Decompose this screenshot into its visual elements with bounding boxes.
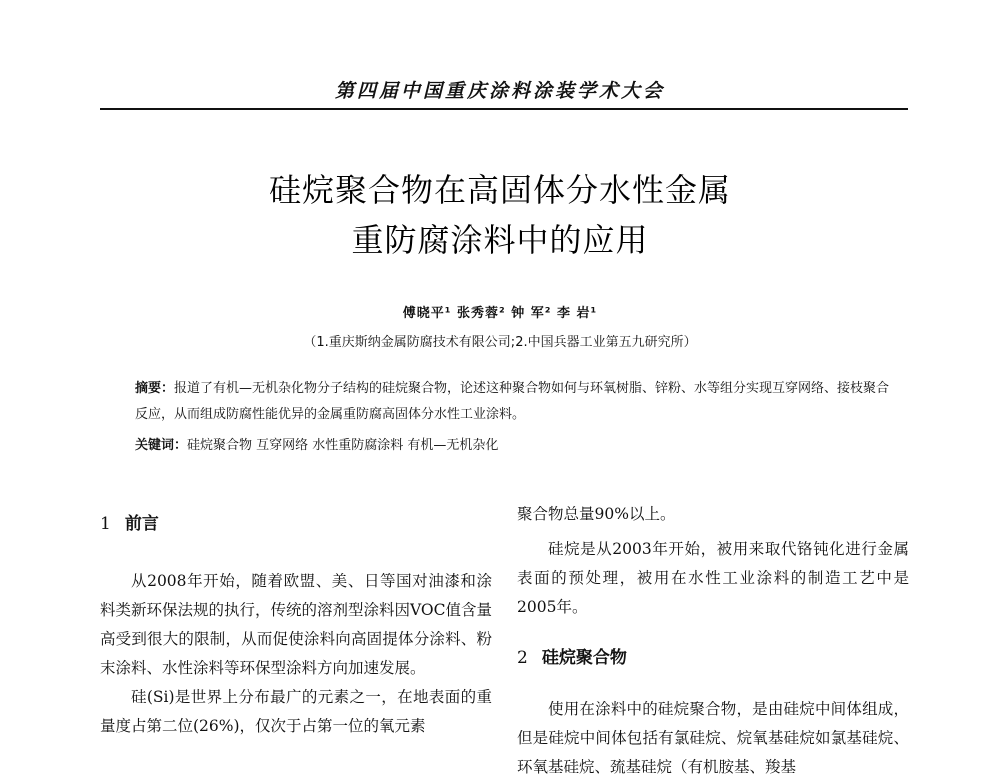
abstract-label: 摘要： (135, 381, 175, 396)
paragraph: 硅(Si)是世界上分布最广的元素之一，在地表面的重量度占第二位(26%)，仅次于占第一位的氧元素 (100, 688, 492, 735)
conference-header: 第四届中国重庆涂料涂装学术大会 (334, 80, 665, 102)
header-rule (100, 108, 908, 110)
section-number-1: 1 (100, 514, 111, 534)
paper-title-line1: 硅烷聚合物在高固体分水性金属 (268, 171, 731, 209)
abstract-text: 报道了有机—无机杂化物分子结构的硅烷聚合物，论述这种聚合物如何与环氧树脂、锌粉、水等组分实现互穿网络、接枝聚合反应，从而组成防腐性能优异的金属重防腐高固体分水性工业涂料。 (135, 381, 890, 422)
abstract (135, 376, 895, 428)
section-heading-2 (517, 644, 909, 673)
keywords (135, 434, 895, 453)
affiliations: （1.重庆斯纳金属防腐技术有限公司;2.中国兵器工业第五九研究所） (303, 335, 697, 350)
section-title-2: 硅烷聚合物 (541, 648, 627, 668)
paragraph: 使用在涂料中的硅烷聚合物，是由硅烷中间体组成，但是硅烷中间体包括有氯硅烷、烷氧基硅烷如氯基硅烷、环氧基硅烷、巯基硅烷（有机胺基、羧基 (517, 700, 909, 776)
section-number-2: 2 (517, 648, 528, 668)
left-column (100, 510, 492, 741)
paragraph: 硅烷是从2003年开始，被用来取代铬钝化进行金属表面的预处理，被用在水性工业涂料的制造工艺中是2005年。 (517, 540, 909, 616)
section-heading-1 (100, 510, 492, 539)
paragraph: 从2008年开始，随着欧盟、美、日等国对油漆和涂料类新环保法规的执行，传统的溶剂型涂料因VOC值含量高受到很大的限制，从而促使涂料向高固提体分涂料、粉末涂料、水性涂料等环保型涂料方向加速发展。 (100, 572, 492, 677)
keywords-text: 硅烷聚合物 互穿网络 水性重防腐涂料 有机—无机杂化 (187, 438, 499, 453)
section-title-1: 前言 (124, 514, 159, 534)
paragraph-continued: 聚合物总量90%以上。 (517, 505, 676, 523)
keywords-label: 关键词： (135, 438, 188, 453)
paper-title-line2: 重防腐涂料中的应用 (351, 221, 649, 259)
right-column (517, 500, 909, 782)
authors: 傅晓平¹ 张秀蓉² 钟 军² 李 岩¹ (402, 306, 598, 321)
